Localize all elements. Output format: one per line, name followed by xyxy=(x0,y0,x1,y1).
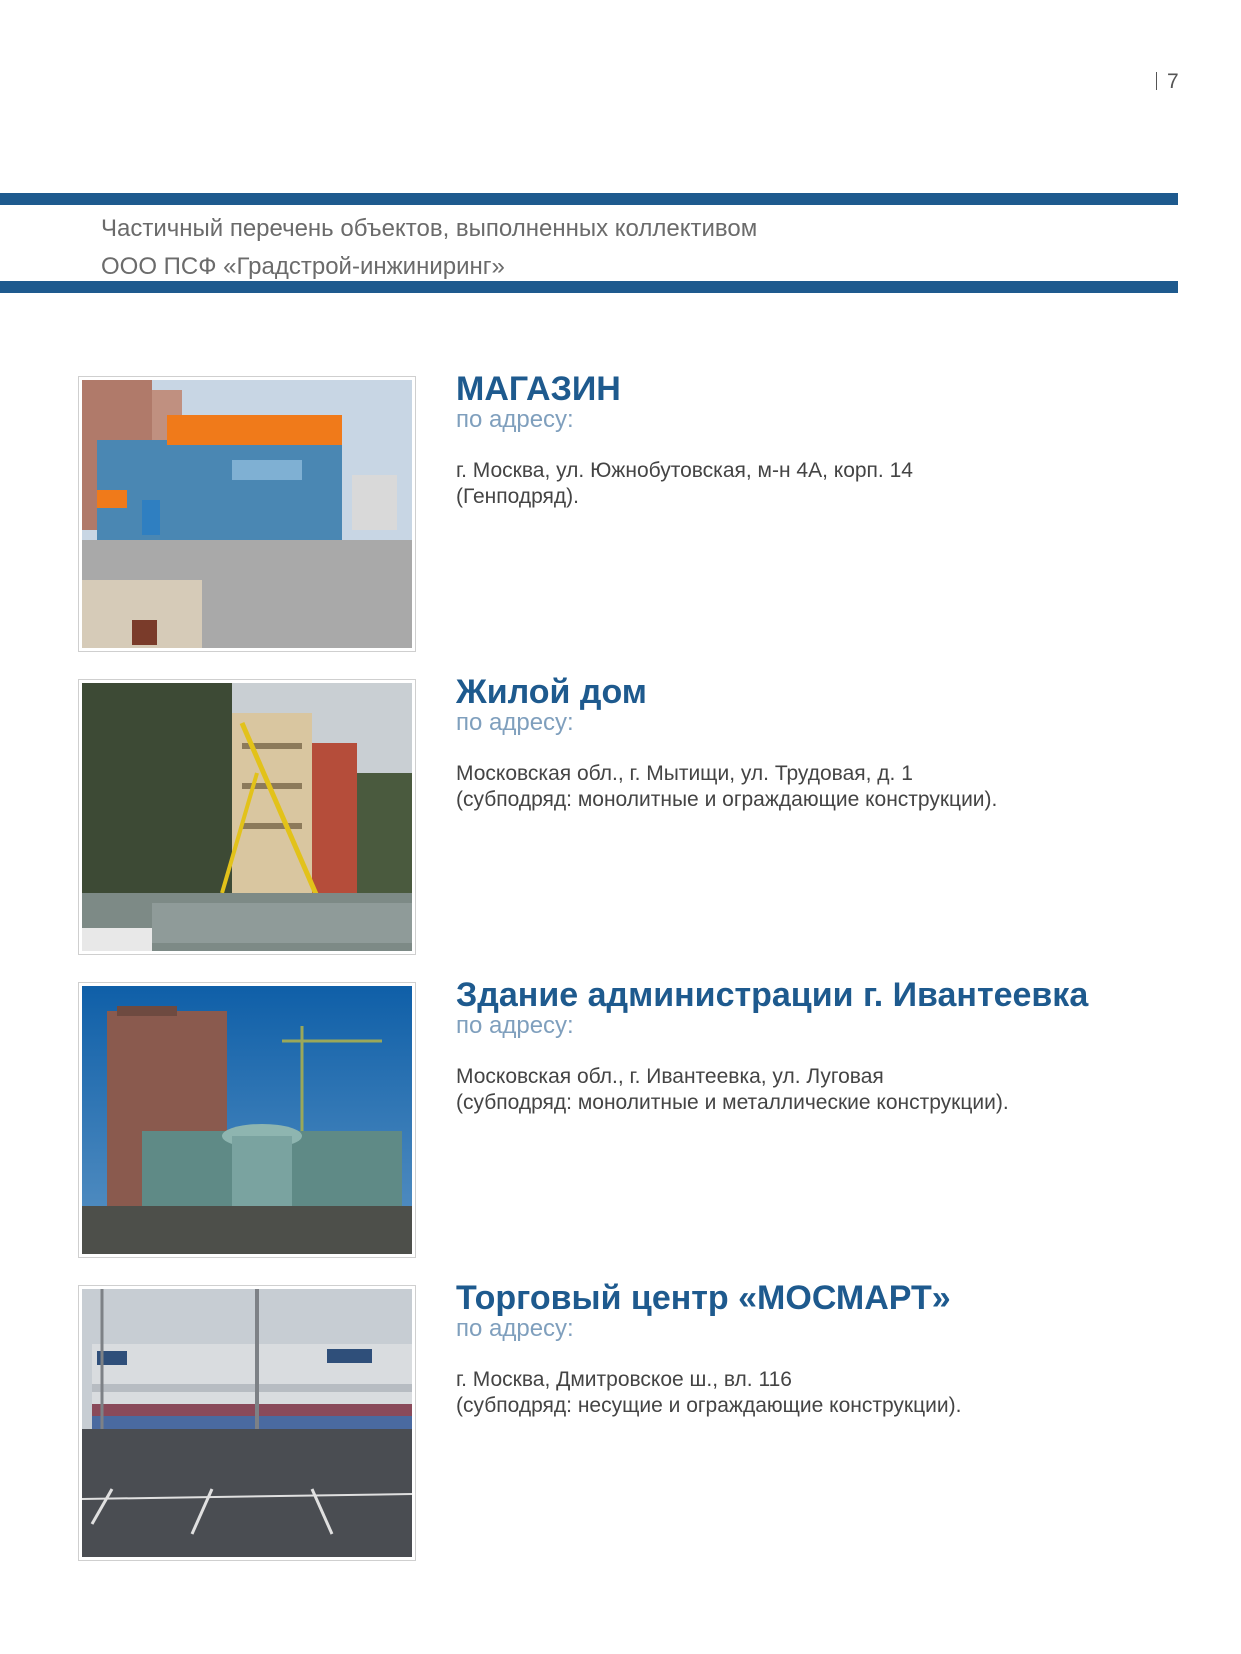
administration-building-photo xyxy=(82,986,412,1254)
project-subtitle: по адресу: xyxy=(456,709,574,736)
page-number xyxy=(1156,70,1180,94)
page-number-separator xyxy=(1156,72,1157,90)
header-line-2: ООО ПСФ «Градстрой-инжиниринг» xyxy=(101,253,505,280)
project-photo xyxy=(78,679,416,955)
project-title: МАГАЗИН xyxy=(456,370,621,408)
shop-building-photo xyxy=(82,380,412,648)
project-item xyxy=(78,1279,1178,1560)
project-address xyxy=(456,761,1156,813)
project-title: Торговый центр «МОСМАРТ» xyxy=(456,1279,951,1317)
address-line-2: (субподряд: монолитные и металлические конструкции). xyxy=(456,1091,1009,1114)
address-line-2: (субподряд: несущие и ограждающие конструкции). xyxy=(456,1394,962,1417)
project-photo xyxy=(78,1285,416,1561)
project-item xyxy=(78,976,1178,1257)
header-band-bottom xyxy=(0,281,1178,293)
project-photo xyxy=(78,376,416,652)
shopping-center-photo xyxy=(82,1289,412,1557)
address-line-1: Московская обл., г. Мытищи, ул. Трудовая, д. 1 xyxy=(456,762,913,785)
address-line-2: (Генподряд). xyxy=(456,485,579,508)
project-title: Жилой дом xyxy=(456,673,647,711)
project-address xyxy=(456,1064,1156,1116)
address-line-1: г. Москва, ул. Южнобутовская, м-н 4А, корп. 14 xyxy=(456,459,913,482)
page-header xyxy=(101,210,757,286)
address-line-2: (субподряд: монолитные и ограждающие конструкции). xyxy=(456,788,998,811)
page-number-value: 7 xyxy=(1167,70,1180,93)
header-band-top xyxy=(0,193,1178,205)
header-line-1: Частичный перечень объектов, выполненных коллективом xyxy=(101,215,758,242)
project-subtitle: по адресу: xyxy=(456,1012,574,1039)
project-subtitle: по адресу: xyxy=(456,1315,574,1342)
residential-building-photo xyxy=(82,683,412,951)
project-address xyxy=(456,458,1156,510)
project-item xyxy=(78,673,1178,954)
address-line-1: Московская обл., г. Ивантеевка, ул. Луговая xyxy=(456,1065,884,1088)
project-subtitle: по адресу: xyxy=(456,406,574,433)
project-title: Здание администрации г. Ивантеевка xyxy=(456,976,1089,1014)
address-line-1: г. Москва, Дмитровское ш., вл. 116 xyxy=(456,1368,792,1391)
project-item xyxy=(78,370,1178,651)
project-address xyxy=(456,1367,1156,1419)
project-photo xyxy=(78,982,416,1258)
